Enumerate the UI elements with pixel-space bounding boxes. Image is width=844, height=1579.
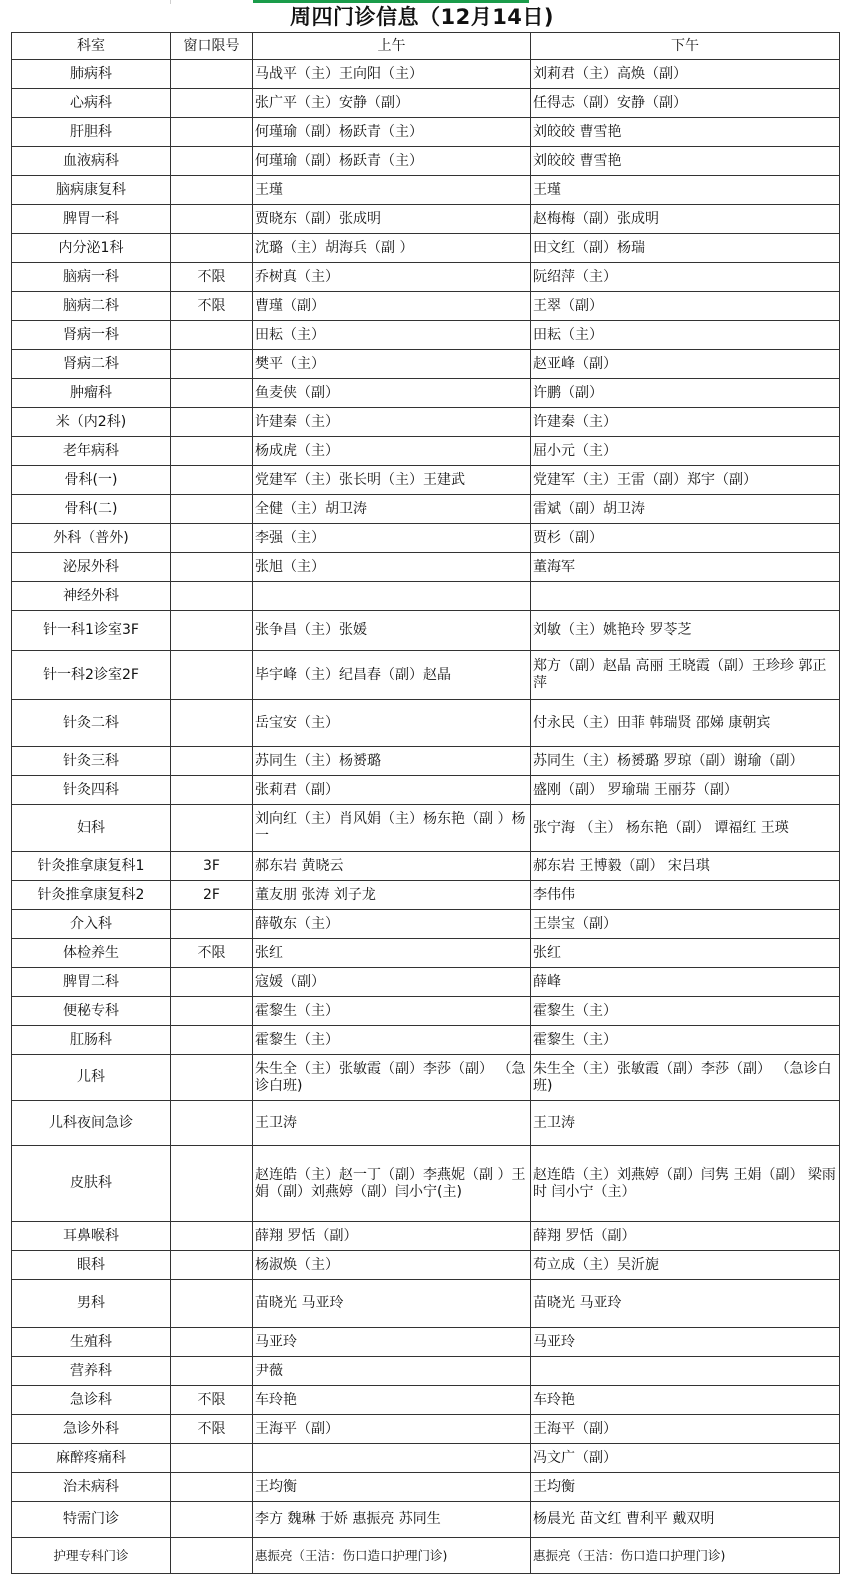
- am-cell: 杨成虎（主）: [253, 437, 531, 466]
- table-row: [12, 805, 840, 852]
- window-cell: [171, 1357, 253, 1386]
- table-row: [12, 89, 840, 118]
- dept-cell: 介入科: [12, 910, 171, 939]
- am-cell: 马亚玲: [253, 1328, 531, 1357]
- table-row: [12, 997, 840, 1026]
- window-cell: [171, 408, 253, 437]
- pm-cell: 刘皎皎 曹雪艳: [531, 118, 840, 147]
- am-cell: 张广平（主）安静（副）: [253, 89, 531, 118]
- window-cell: [171, 910, 253, 939]
- am-cell: 苗晓光 马亚玲: [253, 1280, 531, 1328]
- window-cell: [171, 776, 253, 805]
- window-cell: [171, 234, 253, 263]
- am-cell: 惠振亮（王洁：伤口造口护理门诊): [253, 1538, 531, 1574]
- table-row: [12, 1386, 840, 1415]
- table-row: [12, 176, 840, 205]
- table-row: [12, 747, 840, 776]
- pm-cell: 付永民（主）田菲 韩瑞贤 邵娣 康朝宾: [531, 700, 840, 747]
- table-row: [12, 1055, 840, 1101]
- window-cell: [171, 1328, 253, 1357]
- table-row: [12, 292, 840, 321]
- am-cell: 曹瑾（副）: [253, 292, 531, 321]
- pm-cell: 雷斌（副）胡卫涛: [531, 495, 840, 524]
- window-cell: [171, 60, 253, 89]
- am-cell: 王海平（副）: [253, 1415, 531, 1444]
- dept-cell: 眼科: [12, 1251, 171, 1280]
- am-cell: 寇媛（副）: [253, 968, 531, 997]
- header-row: [12, 33, 840, 60]
- header-pm: 下午: [531, 33, 840, 60]
- window-cell: [171, 1026, 253, 1055]
- dept-cell: 营养科: [12, 1357, 171, 1386]
- am-cell: 田耘（主）: [253, 321, 531, 350]
- window-cell: 不限: [171, 939, 253, 968]
- header-dept: 科室: [12, 33, 171, 60]
- am-cell: 董友朋 张涛 刘子龙: [253, 881, 531, 910]
- table-row: [12, 1026, 840, 1055]
- pm-cell: 刘皎皎 曹雪艳: [531, 147, 840, 176]
- window-cell: [171, 379, 253, 408]
- dept-cell: 血液病科: [12, 147, 171, 176]
- am-cell: 尹薇: [253, 1357, 531, 1386]
- dept-cell: 便秘专科: [12, 997, 171, 1026]
- am-cell: 王均衡: [253, 1473, 531, 1502]
- window-cell: [171, 466, 253, 495]
- table-row: [12, 553, 840, 582]
- window-cell: 不限: [171, 1415, 253, 1444]
- pm-cell: 刘敏（主）姚艳玲 罗苓芝: [531, 611, 840, 651]
- window-cell: [171, 997, 253, 1026]
- table-row: [12, 205, 840, 234]
- table-row: [12, 1473, 840, 1502]
- dept-cell: 脾胃一科: [12, 205, 171, 234]
- am-cell: 李方 魏琳 于娇 惠振亮 苏同生: [253, 1502, 531, 1538]
- pm-cell: 贾杉（副）: [531, 524, 840, 553]
- window-cell: [171, 437, 253, 466]
- dept-cell: 脑病二科: [12, 292, 171, 321]
- am-cell: 刘向红（主）肖风娟（主）杨东艳（副 ）杨一: [253, 805, 531, 852]
- dept-cell: 米（内2科): [12, 408, 171, 437]
- table-row: [12, 379, 840, 408]
- pm-cell: 王均衡: [531, 1473, 840, 1502]
- table-row: [12, 1357, 840, 1386]
- dept-cell: 男科: [12, 1280, 171, 1328]
- table-row: [12, 60, 840, 89]
- am-cell: 李强（主）: [253, 524, 531, 553]
- am-cell: [253, 582, 531, 611]
- dept-cell: 特需门诊: [12, 1502, 171, 1538]
- page-title: 周四门诊信息（12月14日): [289, 5, 555, 29]
- window-cell: [171, 1222, 253, 1251]
- table-row: [12, 582, 840, 611]
- dept-cell: 泌尿外科: [12, 553, 171, 582]
- window-cell: 2F: [171, 881, 253, 910]
- window-cell: [171, 611, 253, 651]
- pm-cell: 盛刚（副） 罗瑜瑞 王丽芬（副）: [531, 776, 840, 805]
- pm-cell: 苏同生（主）杨赟璐 罗琼（副）谢瑜（副）: [531, 747, 840, 776]
- dept-cell: 针灸推拿康复科1: [12, 852, 171, 881]
- table-row: [12, 1101, 840, 1146]
- am-cell: 王卫涛: [253, 1101, 531, 1146]
- table-row: [12, 234, 840, 263]
- am-cell: 苏同生（主）杨赟璐: [253, 747, 531, 776]
- am-cell: 全健（主）胡卫涛: [253, 495, 531, 524]
- pm-cell: 车玲艳: [531, 1386, 840, 1415]
- window-cell: [171, 553, 253, 582]
- pm-cell: 董海军: [531, 553, 840, 582]
- pm-cell: 王海平（副）: [531, 1415, 840, 1444]
- window-cell: [171, 805, 253, 852]
- am-cell: 贾晓东（副）张成明: [253, 205, 531, 234]
- pm-cell: 惠振亮（王洁：伤口造口护理门诊): [531, 1538, 840, 1574]
- pm-cell: 薛峰: [531, 968, 840, 997]
- table-row: [12, 1328, 840, 1357]
- dept-cell: 肺病科: [12, 60, 171, 89]
- dept-cell: 针灸三科: [12, 747, 171, 776]
- am-cell: 张莉君（副）: [253, 776, 531, 805]
- am-cell: 赵连皓（主）赵一丁（副）李燕妮（副 ）王娟（副）刘燕婷（副）闫小宁(主): [253, 1146, 531, 1222]
- pm-cell: 杨晨光 苗文红 曹利平 戴双明: [531, 1502, 840, 1538]
- pm-cell: 朱生全（主）张敏霞（副）李莎（副） （急诊白班): [531, 1055, 840, 1101]
- pm-cell: 王翠（副）: [531, 292, 840, 321]
- pm-cell: 许鹏（副）: [531, 379, 840, 408]
- window-cell: [171, 495, 253, 524]
- am-cell: 鱼麦侠（副）: [253, 379, 531, 408]
- pm-cell: [531, 582, 840, 611]
- pm-cell: 苟立成（主）吴沂旎: [531, 1251, 840, 1280]
- table-row: [12, 1502, 840, 1538]
- am-cell: 马战平（主）王向阳（主）: [253, 60, 531, 89]
- window-cell: [171, 582, 253, 611]
- dept-cell: 内分泌1科: [12, 234, 171, 263]
- table-row: [12, 1222, 840, 1251]
- pm-cell: 郑方（副）赵晶 高丽 王晓霞（副）王珍珍 郭正萍: [531, 651, 840, 700]
- window-cell: [171, 524, 253, 553]
- pm-cell: 张红: [531, 939, 840, 968]
- pm-cell: 赵连皓（主）刘燕婷（副）闫隽 王娟（副） 梁雨时 闫小宁（主）: [531, 1146, 840, 1222]
- dept-cell: 肿瘤科: [12, 379, 171, 408]
- dept-cell: 骨科(二): [12, 495, 171, 524]
- table-row: [12, 881, 840, 910]
- window-cell: 3F: [171, 852, 253, 881]
- am-cell: 郝东岩 黄晓云: [253, 852, 531, 881]
- table-row: [12, 611, 840, 651]
- dept-cell: 肾病二科: [12, 350, 171, 379]
- pm-cell: 王崇宝（副）: [531, 910, 840, 939]
- pm-cell: 张宁海 （主） 杨东艳（副） 谭福红 王瑛: [531, 805, 840, 852]
- pm-cell: 霍黎生（主）: [531, 997, 840, 1026]
- table-row: [12, 1444, 840, 1473]
- pm-cell: [531, 1357, 840, 1386]
- window-cell: [171, 176, 253, 205]
- dept-cell: 脑病康复科: [12, 176, 171, 205]
- table-row: [12, 437, 840, 466]
- table-row: [12, 1251, 840, 1280]
- window-cell: [171, 1444, 253, 1473]
- table-row: [12, 524, 840, 553]
- window-cell: [171, 89, 253, 118]
- dept-cell: 老年病科: [12, 437, 171, 466]
- table-row: [12, 968, 840, 997]
- am-cell: 王瑾: [253, 176, 531, 205]
- am-cell: 毕宇峰（主）纪昌春（副）赵晶: [253, 651, 531, 700]
- dept-cell: 麻醉疼痛科: [12, 1444, 171, 1473]
- am-cell: 岳宝安（主）: [253, 700, 531, 747]
- window-cell: [171, 700, 253, 747]
- dept-cell: 急诊外科: [12, 1415, 171, 1444]
- window-cell: 不限: [171, 292, 253, 321]
- pm-cell: 田耘（主）: [531, 321, 840, 350]
- window-cell: [171, 1251, 253, 1280]
- pm-cell: 赵亚峰（副）: [531, 350, 840, 379]
- pm-cell: 任得志（副）安静（副）: [531, 89, 840, 118]
- am-cell: 薛翔 罗恬（副）: [253, 1222, 531, 1251]
- window-cell: [171, 1502, 253, 1538]
- table-row: [12, 495, 840, 524]
- pm-cell: 许建秦（主）: [531, 408, 840, 437]
- table-row: [12, 651, 840, 700]
- pm-cell: 党建军（主）王雷（副）郑宇（副）: [531, 466, 840, 495]
- dept-cell: 生殖科: [12, 1328, 171, 1357]
- window-cell: [171, 205, 253, 234]
- pm-cell: 阮绍萍（主）: [531, 263, 840, 292]
- dept-cell: 皮肤科: [12, 1146, 171, 1222]
- window-cell: [171, 968, 253, 997]
- window-cell: [171, 1101, 253, 1146]
- pm-cell: 王卫涛: [531, 1101, 840, 1146]
- window-cell: [171, 1538, 253, 1574]
- window-cell: [171, 1146, 253, 1222]
- am-cell: 党建军（主）张长明（主）王建武: [253, 466, 531, 495]
- am-cell: [253, 1444, 531, 1473]
- table-row: [12, 776, 840, 805]
- pm-cell: 刘莉君（主）高焕（副）: [531, 60, 840, 89]
- am-cell: 张旭（主）: [253, 553, 531, 582]
- am-cell: 薛敬东（主）: [253, 910, 531, 939]
- am-cell: 张红: [253, 939, 531, 968]
- am-cell: 张争昌（主）张媛: [253, 611, 531, 651]
- am-cell: 乔树真（主）: [253, 263, 531, 292]
- table-row: [12, 939, 840, 968]
- window-cell: 不限: [171, 1386, 253, 1415]
- dept-cell: 儿科: [12, 1055, 171, 1101]
- table-row: [12, 118, 840, 147]
- am-cell: 何瑾瑜（副）杨跃青（主）: [253, 147, 531, 176]
- header-window: 窗口限号: [171, 33, 253, 60]
- dept-cell: 脑病一科: [12, 263, 171, 292]
- pm-cell: 屈小元（主）: [531, 437, 840, 466]
- table-row: [12, 1538, 840, 1574]
- window-cell: [171, 321, 253, 350]
- pm-cell: 苗晓光 马亚玲: [531, 1280, 840, 1328]
- window-cell: [171, 1280, 253, 1328]
- am-cell: 沈璐（主）胡海兵（副 ）: [253, 234, 531, 263]
- am-cell: 车玲艳: [253, 1386, 531, 1415]
- dept-cell: 肝胆科: [12, 118, 171, 147]
- dept-cell: 针灸四科: [12, 776, 171, 805]
- dept-cell: 心病科: [12, 89, 171, 118]
- am-cell: 霍黎生（主）: [253, 1026, 531, 1055]
- table-row: [12, 263, 840, 292]
- table-row: [12, 1415, 840, 1444]
- table-row: [12, 852, 840, 881]
- table-row: [12, 408, 840, 437]
- pm-cell: 冯文广（副）: [531, 1444, 840, 1473]
- am-cell: 霍黎生（主）: [253, 997, 531, 1026]
- table-row: [12, 910, 840, 939]
- dept-cell: 针一科2诊室2F: [12, 651, 171, 700]
- dept-cell: 针灸推拿康复科2: [12, 881, 171, 910]
- window-cell: 不限: [171, 263, 253, 292]
- table-row: [12, 700, 840, 747]
- table-row: [12, 466, 840, 495]
- am-cell: 樊平（主）: [253, 350, 531, 379]
- pm-cell: 马亚玲: [531, 1328, 840, 1357]
- window-cell: [171, 651, 253, 700]
- window-cell: [171, 1055, 253, 1101]
- dept-cell: 体检养生: [12, 939, 171, 968]
- am-cell: 许建秦（主）: [253, 408, 531, 437]
- am-cell: 何瑾瑜（副）杨跃青（主）: [253, 118, 531, 147]
- dept-cell: 外科（普外): [12, 524, 171, 553]
- pm-cell: 霍黎生（主）: [531, 1026, 840, 1055]
- dept-cell: 针灸二科: [12, 700, 171, 747]
- dept-cell: 针一科1诊室3F: [12, 611, 171, 651]
- dept-cell: 肛肠科: [12, 1026, 171, 1055]
- dept-cell: 急诊科: [12, 1386, 171, 1415]
- window-cell: [171, 118, 253, 147]
- table-row: [12, 1146, 840, 1222]
- dept-cell: 肾病一科: [12, 321, 171, 350]
- pm-cell: 郝东岩 王博毅（副） 宋吕琪: [531, 852, 840, 881]
- pm-cell: 李伟伟: [531, 881, 840, 910]
- dept-cell: 妇科: [12, 805, 171, 852]
- dept-cell: 耳鼻喉科: [12, 1222, 171, 1251]
- dept-cell: 治未病科: [12, 1473, 171, 1502]
- window-cell: [171, 350, 253, 379]
- am-cell: 朱生全（主）张敏霞（副）李莎（副） （急诊白班): [253, 1055, 531, 1101]
- table-row: [12, 321, 840, 350]
- clinic-schedule-table: [11, 32, 840, 1574]
- pm-cell: 赵梅梅（副）张成明: [531, 205, 840, 234]
- window-cell: [171, 1473, 253, 1502]
- dept-cell: 儿科夜间急诊: [12, 1101, 171, 1146]
- am-cell: 杨淑焕（主）: [253, 1251, 531, 1280]
- pm-cell: 田文红（副）杨瑞: [531, 234, 840, 263]
- dept-cell: 护理专科门诊: [12, 1538, 171, 1574]
- table-row: [12, 350, 840, 379]
- dept-cell: 骨科(一): [12, 466, 171, 495]
- header-am: 上午: [253, 33, 531, 60]
- window-cell: [171, 747, 253, 776]
- dept-cell: 脾胃二科: [12, 968, 171, 997]
- table-row: [12, 1280, 840, 1328]
- table-row: [12, 147, 840, 176]
- pm-cell: 薛翔 罗恬（副）: [531, 1222, 840, 1251]
- dept-cell: 神经外科: [12, 582, 171, 611]
- pm-cell: 王瑾: [531, 176, 840, 205]
- window-cell: [171, 147, 253, 176]
